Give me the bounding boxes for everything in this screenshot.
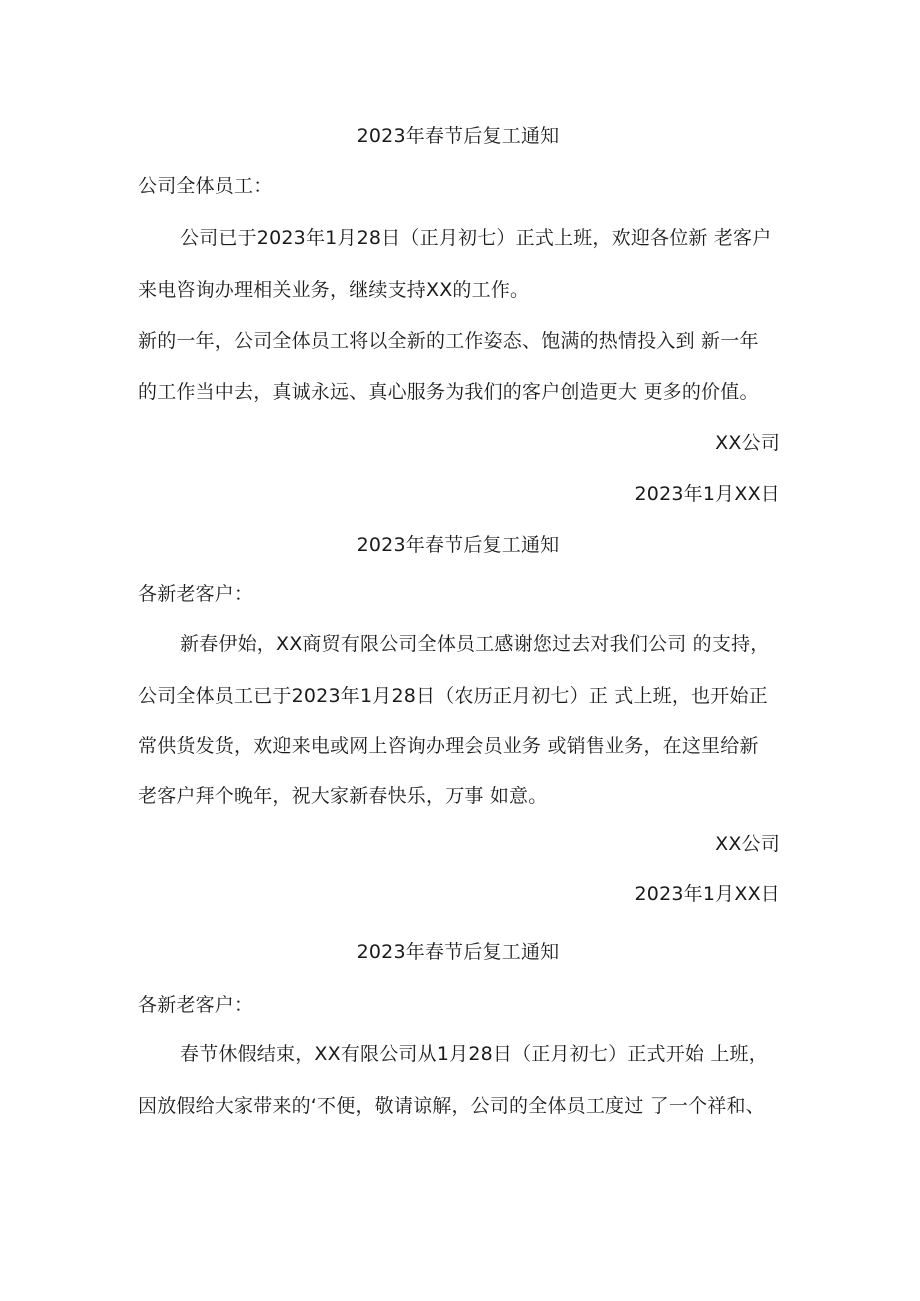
notice-title: 2023年春节后复工通知 — [356, 534, 560, 556]
date: 2023年1月XX日 — [634, 883, 780, 905]
salutation: 各新老客户： — [138, 583, 254, 605]
salutation: 公司全体员工： — [138, 175, 273, 197]
notice-title: 2023年春节后复工通知 — [356, 125, 560, 147]
paragraph-line: 公司全体员工已于2023年1月28日（农历正月初七）正 式上班，也开始正 — [138, 685, 768, 707]
paragraph-line: 的工作当中去，真诚永远、真心服务为我们的客户创造更大 更多的价值。 — [138, 381, 759, 403]
paragraph-line: 老客户拜个晚年，祝大家新春快乐，万事 如意。 — [138, 785, 548, 807]
paragraph-line: 来电咨询办理相关业务，继续支持XX的工作。 — [138, 279, 530, 301]
signature: XX公司 — [715, 432, 780, 454]
signature: XX公司 — [715, 833, 780, 855]
salutation: 各新老客户： — [138, 994, 254, 1016]
paragraph-line: 公司已于2023年1月28日（正月初七）正式上班，欢迎各位新 老客户 — [180, 227, 772, 249]
paragraph-line: 因放假给大家带来的‘不便，敬请谅解，公司的全体员工度过 了一个祥和、 — [138, 1095, 765, 1117]
paragraph-line: 春节休假结束，XX有限公司从1月28日（正月初七）正式开始 上班， — [180, 1043, 768, 1065]
date: 2023年1月XX日 — [634, 483, 780, 505]
notice-title: 2023年春节后复工通知 — [356, 941, 560, 963]
paragraph-line: 常供货发货，欢迎来电或网上咨询办理会员业务 或销售业务，在这里给新 — [138, 735, 759, 757]
paragraph-line: 新的一年，公司全体员工将以全新的工作姿态、饱满的热情投入到 新一年 — [138, 330, 759, 352]
paragraph-line: 新春伊始，XX商贸有限公司全体员工感谢您过去对我们公司 的支持， — [180, 633, 770, 655]
